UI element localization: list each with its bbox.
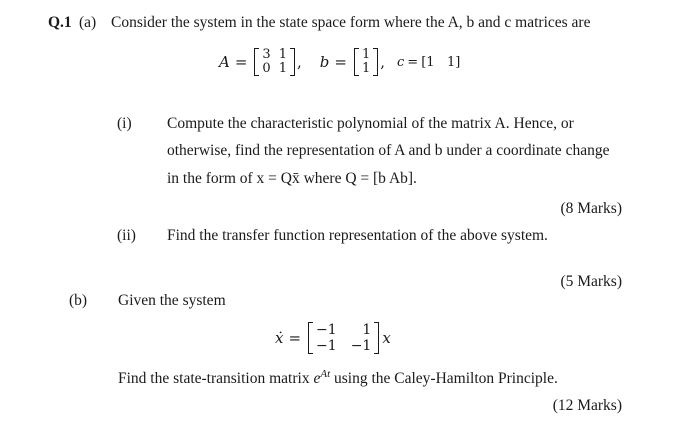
matrix-entry: 3 bbox=[262, 47, 271, 62]
matrix-entry: −1 bbox=[316, 322, 337, 338]
exp-superscript: At bbox=[320, 368, 331, 380]
part-i-marks: (8 Marks) bbox=[560, 200, 622, 217]
part-b-task bbox=[118, 368, 558, 388]
comma: , bbox=[380, 53, 386, 71]
part-b-task-post: using the Caley-Hamilton Principle. bbox=[330, 370, 558, 388]
equals-sign: = bbox=[288, 329, 302, 347]
system-matrix bbox=[308, 322, 379, 354]
system-matrix-grid bbox=[313, 322, 374, 354]
matrix-entry: 1 bbox=[278, 47, 287, 62]
matrix-entry: 1 bbox=[278, 61, 287, 76]
equals-sign: = bbox=[234, 53, 248, 71]
right-bracket bbox=[374, 322, 379, 354]
part-b-intro: Given the system bbox=[118, 292, 226, 309]
part-a-intro: Consider the system in the state space form where the A, b and c matrices are bbox=[111, 14, 591, 31]
exp-base: e bbox=[313, 370, 321, 388]
matrix-a bbox=[254, 48, 295, 76]
vector-b-label: b bbox=[319, 53, 330, 71]
vector-b bbox=[354, 48, 378, 76]
matrix-a-grid bbox=[259, 48, 290, 76]
matrix-entry: −1 bbox=[350, 338, 372, 354]
x-vector: x bbox=[382, 329, 391, 347]
system-equation bbox=[275, 322, 391, 354]
vector-b-grid bbox=[359, 48, 373, 76]
part-ii-label: (ii) bbox=[117, 227, 136, 244]
matrix-a-label: A bbox=[219, 53, 230, 71]
part-i-line-2: otherwise, find the representation of A and b under a coordinate change bbox=[167, 142, 610, 159]
vector-c-label: c bbox=[397, 54, 405, 70]
matrix-entry: 1 bbox=[361, 61, 371, 76]
matrix-entry: 0 bbox=[262, 61, 271, 76]
right-bracket bbox=[373, 48, 378, 76]
part-b-task-pre: Find the state-transition matrix bbox=[118, 370, 314, 388]
part-i-label: (i) bbox=[117, 115, 132, 132]
right-bracket bbox=[290, 48, 295, 76]
part-a-label: (a) bbox=[79, 14, 97, 31]
equals-sign: = bbox=[334, 53, 347, 71]
x-dot: ẋ bbox=[275, 329, 284, 347]
matrix-entry: 1 bbox=[362, 322, 372, 338]
part-i-line-3: in the form of x = Qx̄ where Q = [b Ab]. bbox=[167, 170, 417, 187]
part-i-line-1: Compute the characteristic polynomial of the matrix A. Hence, or bbox=[167, 115, 574, 132]
equals-sign: = bbox=[407, 54, 419, 70]
vector-c: [1 1] bbox=[421, 54, 461, 70]
matrix-entry: 1 bbox=[361, 47, 371, 62]
comma: , bbox=[296, 53, 302, 71]
part-b-marks: (12 Marks) bbox=[552, 397, 622, 414]
part-ii-text: Find the transfer function representation of the above system. bbox=[167, 227, 548, 244]
question-number: Q.1 bbox=[48, 14, 72, 31]
part-ii-marks: (5 Marks) bbox=[560, 273, 622, 290]
part-b-label: (b) bbox=[69, 292, 88, 309]
matrix-entry: −1 bbox=[316, 338, 337, 354]
system-matrices bbox=[219, 48, 460, 76]
